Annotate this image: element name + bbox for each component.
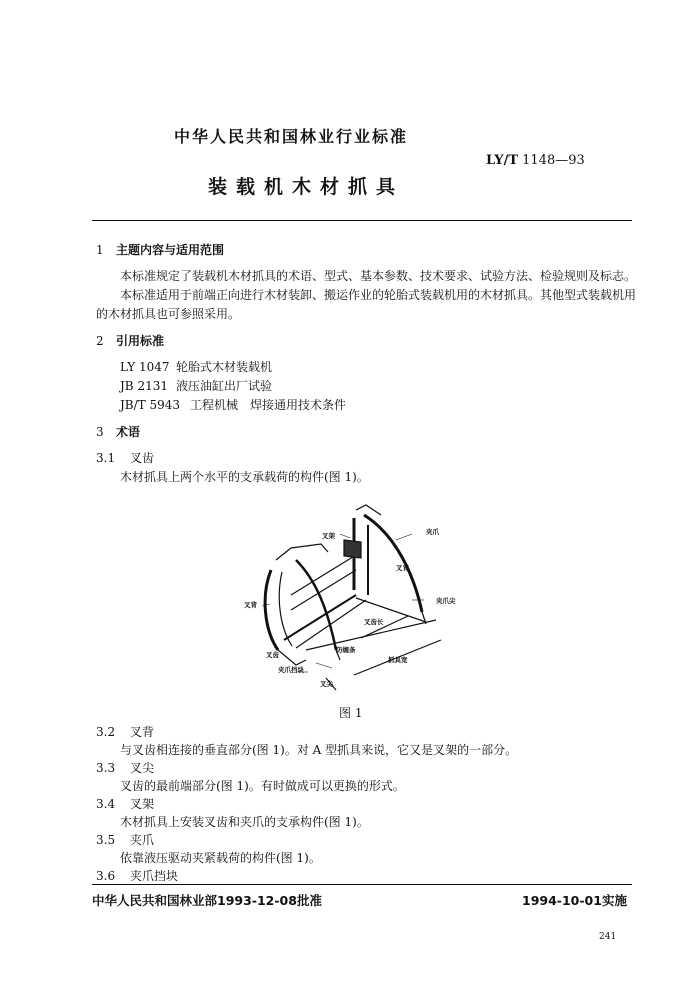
label-zhuajukuan: 抓具宽	[388, 656, 408, 664]
reference-3: JB/T 5943 工程机械 焊接通用技术条件	[120, 398, 347, 412]
label-chajian: 叉尖	[320, 680, 333, 688]
approval-line: 中华人民共和国林业部1993-12-08批准	[92, 893, 322, 908]
reference-2: JB 2131 液压油缸出厂试验	[120, 379, 273, 393]
figure-line	[356, 505, 381, 515]
figure-line	[284, 595, 356, 640]
term-3-3-definition: 叉齿的最前端部分(图 1)。有时做成可以更换的形式。	[120, 779, 405, 793]
figure-caption: 图 1	[339, 706, 363, 720]
label-chabei-left: 叉背	[244, 601, 257, 609]
figure-line	[296, 560, 336, 650]
figure-1-grab-diagram	[236, 500, 466, 700]
section-1-paragraph-2b: 的木材抓具也可参照采用。	[96, 307, 241, 321]
header-rule	[92, 220, 632, 221]
section-1-heading: 1 主题内容与适用范围	[96, 243, 225, 257]
term-3-2-definition: 与叉齿相连接的垂直部分(图 1)。对 A 型抓具来说，它又是叉架的一部分。	[120, 743, 518, 757]
leader-line	[316, 663, 332, 668]
figure-line	[296, 600, 366, 648]
figure-line	[364, 515, 422, 612]
figure-line	[276, 544, 328, 560]
term-3-5-definition: 依靠液压驱动夹紧载荷的构件(图 1)。	[120, 851, 321, 865]
page-number: 241	[599, 932, 617, 942]
effective-date: 1994-10-01实施	[522, 893, 627, 908]
code-number: 1148—93	[522, 153, 585, 168]
label-chachi: 叉齿	[266, 651, 279, 659]
figure-line	[291, 555, 356, 595]
label-jiazhuadangkuai: 夹爪挡块	[278, 666, 304, 674]
term-3-4-definition: 木材抓具上安装叉齿和夹爪的支承构件(图 1)。	[120, 815, 369, 829]
figure-line	[265, 570, 278, 650]
section-1-paragraph-1: 本标准规定了装载机木材抓具的术语、型式、基本参数、技术要求、试验方法、检验规则及标志。	[120, 269, 637, 283]
label-jiazhua: 夹爪	[426, 528, 439, 536]
term-3-2: 3.2 叉背	[96, 725, 155, 739]
figure-line	[278, 650, 306, 665]
term-3-1: 3.1 叉齿	[96, 451, 155, 465]
term-3-4: 3.4 叉架	[96, 797, 155, 811]
reference-1: LY 1047 轮胎式木材装载机	[120, 360, 273, 374]
figure-line	[344, 540, 361, 558]
section-3-heading: 3 术语	[96, 425, 141, 439]
leader-line	[340, 534, 350, 538]
figure-line	[279, 572, 292, 646]
standard-code	[486, 153, 585, 168]
section-2-heading: 2 引用标准	[96, 334, 165, 348]
term-3-6: 3.6 夹爪挡块	[96, 869, 179, 883]
label-chachichang: 叉齿长	[364, 618, 384, 626]
label-jiazhuajian: 夹爪尖	[436, 597, 456, 605]
code-prefix: LY/T	[486, 153, 519, 168]
standard-org: 中华人民共和国林业行业标准	[174, 127, 409, 146]
label-fangchantiao: 防缠条	[336, 646, 356, 654]
label-chabei-right: 叉背	[396, 564, 409, 572]
term-3-1-definition: 木材抓具上两个水平的支承载荷的构件(图 1)。	[120, 470, 369, 484]
section-1-paragraph-2a: 本标准适用于前端正向进行木材装卸、搬运作业的轮胎式装载机用的木材抓具。其他型式装载机用	[120, 288, 637, 302]
document-title: 装载机木材抓具	[208, 176, 405, 198]
label-jiajia: 叉架	[322, 532, 335, 540]
footer-rule	[92, 884, 632, 885]
term-3-3: 3.3 叉尖	[96, 761, 155, 775]
term-3-5: 3.5 夹爪	[96, 833, 155, 847]
leader-line	[396, 534, 412, 540]
